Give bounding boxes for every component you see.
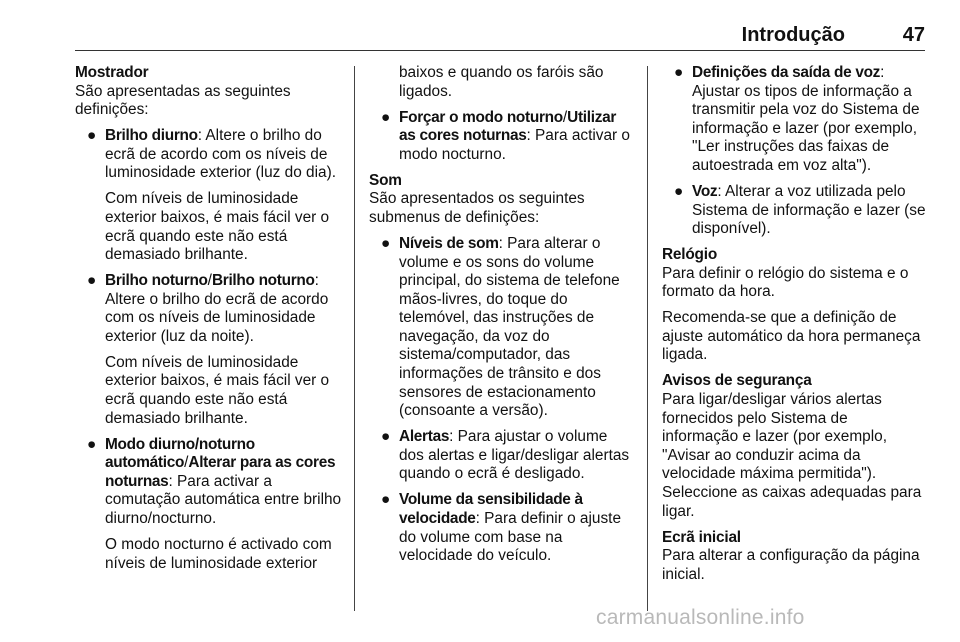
item-separator: /: [207, 272, 212, 290]
column-2: [369, 64, 635, 573]
item-label: Níveis de som: [399, 234, 499, 252]
item-label: Brilho diurno: [105, 127, 198, 145]
item-label: Utilizar as cores noturnas: [399, 108, 617, 145]
bullet-icon: ●: [674, 182, 684, 200]
item-text: : Para ajustar o volume dos alertas e ligar/desligar alertas quando o ecrã é desligado.: [399, 428, 630, 483]
bullet-icon: ●: [674, 64, 684, 81]
list-item: [369, 235, 635, 421]
bullet-icon: ●: [381, 108, 391, 126]
item-separator: /: [562, 108, 568, 126]
section-heading-mostrador: Mostrador: [75, 64, 149, 81]
item-text: : Altere o brilho do ecrã de acordo com os níveis de luminosidade exterior (luz do dia).: [105, 127, 336, 182]
item-note: O modo nocturno é activado com níveis de luminosidade exterior: [105, 536, 332, 572]
section-text: Recomenda-se que a definição de ajuste automático da hora permaneça ligada.: [662, 309, 921, 364]
column-3: [662, 64, 927, 592]
item-separator: /: [184, 454, 189, 472]
item-label: Voz: [692, 182, 718, 200]
section-text: Para definir o relógio do sistema e o formato da hora.: [662, 264, 909, 301]
column-divider-2: [647, 66, 648, 611]
list-item: [369, 491, 635, 565]
list-item: [75, 436, 343, 529]
item-text: : Para alterar o volume e os sons do volume principal, do sistema de telefone mãos-livres, do toque do telemóvel, das instruções de navegação, da voz do sistema/computador, das informações de trânsito e dos sensores de estacionamento (consoante a versão).: [399, 234, 620, 420]
column-divider-1: [354, 66, 355, 611]
item-label: Forçar o modo noturno: [399, 108, 563, 126]
list-item: [662, 64, 927, 176]
item-text: : Para activar o modo nocturno.: [399, 127, 630, 163]
page-number: 47: [902, 24, 925, 46]
section-heading-avisos: Avisos de segurança: [662, 372, 812, 390]
item-label: Definições da saída de voz: [692, 64, 881, 81]
section-intro: São apresentados os seguintes submenus de definições:: [369, 190, 585, 226]
bullet-icon: ●: [87, 127, 97, 145]
page-header: [75, 18, 925, 50]
item-label: Alterar para as cores noturnas: [105, 454, 336, 490]
watermark: carmanualsonline.info: [596, 606, 805, 629]
column-1: [75, 64, 343, 581]
bullet-icon: ●: [381, 428, 391, 446]
item-label: Brilho noturno: [105, 272, 208, 290]
item-text: : Alterar a voz utilizada pelo Sistema de informação e lazer (se disponível).: [692, 182, 926, 238]
list-item: [369, 428, 635, 484]
section-intro: São apresentadas as seguintes definições:: [75, 82, 291, 119]
bullet-icon: ●: [381, 234, 391, 252]
section-text: Para ligar/desligar vários alertas fornecidos pelo Sistema de informação e lazer (por exemplo, "Avisar ao conduzir acima da velocidade máxima permitida"). Seleccione as caixas adequadas para ligar.: [662, 391, 922, 520]
item-note-continued: baixos e quando os faróis são ligados.: [399, 64, 604, 100]
item-text: : Altere o brilho do ecrã de acordo com os níveis de luminosidade exterior (luz da noite).: [105, 272, 329, 345]
section-heading-som: Som: [369, 171, 402, 189]
item-label: Alertas: [399, 428, 450, 446]
item-note: Com níveis de luminosidade exterior baixos, é mais fácil ver o ecrã quando este não está demasiado brilhante.: [105, 190, 330, 264]
item-text: : Para definir o ajuste do volume com base na velocidade do veículo.: [399, 510, 621, 565]
item-label: Modo diurno/noturno automático: [105, 435, 255, 472]
header-rule: [75, 50, 925, 51]
section-heading-relogio: Relógio: [662, 246, 718, 264]
bullet-icon: ●: [87, 272, 97, 290]
list-item: [75, 127, 343, 183]
section-heading-ecra-inicial: Ecrã inicial: [662, 528, 741, 546]
item-note: Com níveis de luminosidade exterior baixos, é mais fácil ver o ecrã quando este não está demasiado brilhante.: [105, 353, 330, 427]
bullet-icon: ●: [381, 491, 391, 509]
item-label: Volume da sensibilidade à velocidade: [399, 491, 583, 528]
item-label: Brilho noturno: [211, 272, 315, 290]
bullet-icon: ●: [87, 435, 97, 453]
section-text: Para alterar a configuração da página inicial.: [662, 547, 920, 583]
item-text: : Ajustar os tipos de informação a transmitir pela voz do Sistema de informação e lazer (por exemplo, "Ler instruções das faixas de autoestrada em voz alta").: [692, 64, 920, 174]
item-text: : Para activar a comutação automática entre brilho diurno/nocturno.: [105, 472, 342, 528]
list-item: [369, 109, 635, 165]
list-item: [662, 183, 927, 239]
page-title: Introdução: [741, 24, 845, 46]
list-item: [75, 272, 343, 346]
